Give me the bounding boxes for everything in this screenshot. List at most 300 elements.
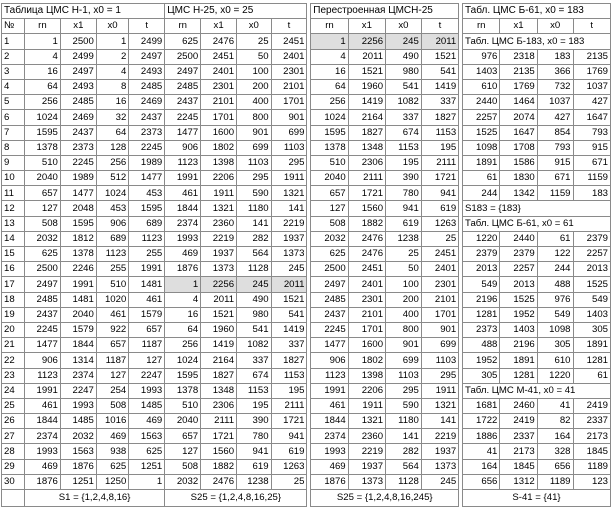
table-cell: 2437 — [165, 95, 201, 110]
table-cell: 2440 — [463, 95, 500, 110]
table-cell: 1128 — [237, 262, 272, 277]
title-table-b61: Табл. ЦМС Б-61, x0 = 183 — [463, 4, 611, 19]
table-cell: 4 — [24, 49, 60, 64]
table-cell: 1419 — [348, 95, 385, 110]
table-cell: 980 — [237, 307, 272, 322]
table-cell: 2074 — [500, 110, 537, 125]
table-cell: 2379 — [500, 247, 537, 262]
table-row — [2, 444, 611, 459]
table-cell: 305 — [537, 338, 573, 353]
table-cell: 619 — [386, 216, 422, 231]
table-cell: 625 — [129, 444, 165, 459]
table-cell: 689 — [129, 216, 165, 231]
table-row — [2, 429, 611, 444]
table-cell: 1103 — [237, 155, 272, 170]
table-cell: 295 — [237, 171, 272, 186]
table-cell: 2337 — [500, 429, 537, 444]
table-cell: 980 — [386, 64, 422, 79]
table-cell: 901 — [421, 322, 458, 337]
table-cell: 469 — [311, 459, 348, 474]
row-number: 21 — [2, 338, 25, 353]
table-cell: 1595 — [311, 125, 348, 140]
table-cell: 2032 — [311, 231, 348, 246]
column-header: x0 — [96, 19, 128, 34]
table-cell: 1876 — [165, 262, 201, 277]
table-cell: 2101 — [201, 95, 237, 110]
table-cell: 906 — [311, 353, 348, 368]
table-cell: 2476 — [348, 231, 385, 246]
table-cell: 1960 — [201, 322, 237, 337]
row-number: 12 — [2, 201, 25, 216]
table-cell: 2476 — [201, 474, 237, 489]
table-cell: 4 — [165, 292, 201, 307]
table-cell: 2013 — [500, 277, 537, 292]
table-row — [2, 110, 611, 125]
table-cell: 337 — [237, 353, 272, 368]
table-cell: 1398 — [201, 155, 237, 170]
table-row — [2, 338, 611, 353]
table-cell: 2374 — [311, 429, 348, 444]
table-cell: 541 — [271, 307, 307, 322]
table-cell: 141 — [386, 429, 422, 444]
table-cell: 1263 — [271, 459, 307, 474]
table-cell: 1020 — [96, 292, 128, 307]
table-cell: 256 — [311, 95, 348, 110]
table-cell: 2164 — [348, 110, 385, 125]
table-cell: 195 — [421, 140, 458, 155]
table-row — [2, 459, 611, 474]
table-cell: 337 — [421, 95, 458, 110]
table-cell: 2500 — [24, 262, 60, 277]
table-cell: 1373 — [201, 262, 237, 277]
table-cell: 625 — [165, 34, 201, 49]
table-cell: 699 — [421, 338, 458, 353]
table-cell: 1991 — [311, 383, 348, 398]
table-cell: 2497 — [165, 64, 201, 79]
table-cell: 1 — [24, 34, 60, 49]
table-cell: 564 — [386, 459, 422, 474]
table-cell: 1844 — [311, 414, 348, 429]
table-cell: 1321 — [421, 398, 458, 413]
table-cell: 2245 — [24, 322, 60, 337]
table-cell: 2301 — [201, 79, 237, 94]
table-cell: 1844 — [24, 414, 60, 429]
row-number: 2 — [2, 49, 25, 64]
table-cell: 141 — [237, 216, 272, 231]
table-cell: 2135 — [500, 64, 537, 79]
table-cell: 1721 — [421, 171, 458, 186]
table-cell: 2135 — [573, 49, 610, 64]
table-cell: 490 — [237, 292, 272, 307]
row-number: 11 — [2, 186, 25, 201]
table-cell: 100 — [237, 64, 272, 79]
table-cell: 619 — [421, 201, 458, 216]
table-cell: 245 — [271, 262, 307, 277]
table-cell: 1314 — [60, 353, 96, 368]
table-cell: 1485 — [60, 414, 96, 429]
table-cell: 657 — [96, 338, 128, 353]
table-cell: 1398 — [348, 368, 385, 383]
row-number: 16 — [2, 262, 25, 277]
table-cell: 1600 — [201, 125, 237, 140]
table-cell: 699 — [271, 125, 307, 140]
table-cell: 1403 — [573, 307, 610, 322]
footer-set-s41: S-41 = {41} — [463, 490, 611, 507]
table-row — [2, 95, 611, 110]
column-header: x0 — [386, 19, 422, 34]
table-cell: 1960 — [348, 79, 385, 94]
table-cell: 1373 — [421, 459, 458, 474]
table-cell: 1123 — [311, 368, 348, 383]
table-cell: 1952 — [500, 307, 537, 322]
table-cell: 1521 — [201, 307, 237, 322]
table-cell: 2 — [96, 49, 128, 64]
column-header: t — [421, 19, 458, 34]
table-cell: 1037 — [573, 79, 610, 94]
table-cell: 2493 — [129, 64, 165, 79]
table-cell: 1891 — [500, 353, 537, 368]
table-cell: 793 — [573, 125, 610, 140]
table-cell: 1891 — [463, 155, 500, 170]
table-cell: 2257 — [573, 247, 610, 262]
table-cell: 1016 — [96, 414, 128, 429]
table-cell: 2460 — [500, 398, 537, 413]
table-cell: 2247 — [129, 368, 165, 383]
table-cell: 2485 — [60, 95, 96, 110]
table-cell: 2032 — [60, 429, 96, 444]
table-cell: 366 — [537, 64, 573, 79]
table-cell: 2219 — [421, 429, 458, 444]
column-header: t — [271, 19, 307, 34]
table-cell: 1189 — [573, 459, 610, 474]
table-cell: 64 — [96, 125, 128, 140]
table-cell: 1827 — [201, 368, 237, 383]
table-cell: 1721 — [271, 414, 307, 429]
table-cell: 2011 — [348, 49, 385, 64]
table-row — [2, 383, 611, 398]
table-cell: 2497 — [129, 49, 165, 64]
table-cell: 1721 — [201, 429, 237, 444]
table-cell: 64 — [24, 79, 60, 94]
table-cell: 2219 — [348, 444, 385, 459]
table-cell: 906 — [165, 140, 201, 155]
table-cell: 1485 — [129, 398, 165, 413]
column-header: t — [129, 19, 165, 34]
table-cell: 16 — [96, 95, 128, 110]
column-header: x0 — [537, 19, 573, 34]
table-row — [2, 277, 611, 292]
table-row — [2, 155, 611, 170]
table-cell: 1082 — [386, 95, 422, 110]
table-cell: 656 — [537, 459, 573, 474]
table-cell: 255 — [96, 262, 128, 277]
table-cell: 2257 — [500, 262, 537, 277]
table-cell: 2419 — [573, 398, 610, 413]
table-cell: 1911 — [201, 186, 237, 201]
title-table-n1: Таблица ЦМС Н-1, x0 = 1 — [2, 4, 165, 19]
row-number: 9 — [2, 155, 25, 170]
table-cell: 1595 — [129, 201, 165, 216]
table-cell: 2497 — [24, 277, 60, 292]
table-cell: 976 — [463, 49, 500, 64]
table-cell: 469 — [24, 459, 60, 474]
table-cell: 689 — [96, 231, 128, 246]
table-cell: 2373 — [129, 125, 165, 140]
table-cell: 2040 — [60, 307, 96, 322]
table-cell: 461 — [129, 292, 165, 307]
table-cell: 2245 — [165, 110, 201, 125]
table-cell: 854 — [537, 125, 573, 140]
row-number: 30 — [2, 474, 25, 489]
table-cell: 127 — [311, 201, 348, 216]
table-cell: 1098 — [537, 322, 573, 337]
table-cell: 1579 — [129, 307, 165, 322]
table-cell: 1180 — [386, 414, 422, 429]
table-cell: 1989 — [60, 171, 96, 186]
table-cell: 2476 — [348, 247, 385, 262]
footer-set-s25: S25 = {1,2,4,8,16,25} — [165, 490, 307, 507]
table-cell: 1378 — [24, 140, 60, 155]
table-cell: 305 — [463, 368, 500, 383]
table-cell: 1830 — [500, 171, 537, 186]
table-cell: 2469 — [60, 110, 96, 125]
table-cell: 901 — [237, 125, 272, 140]
table-cell: 127 — [96, 368, 128, 383]
table-cell: 1525 — [500, 292, 537, 307]
table-cell: 1579 — [60, 322, 96, 337]
table-cell: 1647 — [500, 125, 537, 140]
table-cell: 941 — [421, 186, 458, 201]
table-cell: 488 — [463, 338, 500, 353]
table-row — [2, 186, 611, 201]
table-cell: 625 — [96, 459, 128, 474]
table-cell: 549 — [573, 292, 610, 307]
table-cell: 2497 — [311, 277, 348, 292]
row-number: 1 — [2, 34, 25, 49]
table-cell: 657 — [311, 186, 348, 201]
table-row — [2, 398, 611, 413]
table-cell: 938 — [96, 444, 128, 459]
table-cell: 2256 — [348, 34, 385, 49]
table-cell: 2173 — [573, 429, 610, 444]
table-cell: 2256 — [201, 277, 237, 292]
table-cell: 2485 — [311, 292, 348, 307]
table-cell: 1481 — [60, 292, 96, 307]
table-row — [2, 353, 611, 368]
table-cell: 1263 — [421, 216, 458, 231]
table-cell: 732 — [537, 79, 573, 94]
table-cell: 901 — [271, 110, 307, 125]
table-cell: 2173 — [500, 444, 537, 459]
table-cell: 1250 — [96, 474, 128, 489]
table-cell: 674 — [386, 125, 422, 140]
table-cell: 461 — [165, 186, 201, 201]
table-cell: 1238 — [237, 474, 272, 489]
table-cell: 183 — [537, 49, 573, 64]
table-cell: 195 — [237, 398, 272, 413]
table-cell: 2401 — [271, 49, 307, 64]
table-cell: 245 — [237, 277, 272, 292]
section-caption: Табл. ЦМС Б-183, x0 = 183 — [463, 34, 611, 49]
row-number: 13 — [2, 216, 25, 231]
table-cell: 2306 — [348, 155, 385, 170]
table-cell: 1701 — [421, 307, 458, 322]
table-cell: 1220 — [537, 368, 573, 383]
table-cell: 610 — [463, 79, 500, 94]
table-cell: 453 — [96, 201, 128, 216]
table-cell: 2245 — [60, 155, 96, 170]
table-row — [2, 201, 611, 216]
table-cell: 1159 — [537, 186, 573, 201]
row-number: 23 — [2, 368, 25, 383]
table-cell: 671 — [573, 155, 610, 170]
table-cell: 1180 — [237, 201, 272, 216]
table-cell: 590 — [237, 186, 272, 201]
table-row — [2, 49, 611, 64]
table-cell: 2247 — [60, 383, 96, 398]
table-cell: 400 — [386, 307, 422, 322]
table-cell: 1189 — [537, 474, 573, 489]
table-cell: 2301 — [348, 292, 385, 307]
table-cell: 906 — [24, 353, 60, 368]
table-cell: 1993 — [311, 444, 348, 459]
table-cell: 1123 — [96, 247, 128, 262]
table-cell: 1477 — [129, 171, 165, 186]
table-cell: 2219 — [201, 231, 237, 246]
table-cell: 4 — [311, 49, 348, 64]
table-cell: 625 — [24, 247, 60, 262]
table-cell: 1827 — [348, 125, 385, 140]
table-cell: 1937 — [271, 231, 307, 246]
table-cell: 41 — [463, 444, 500, 459]
table-cell: 2374 — [60, 368, 96, 383]
table-cell: 16 — [165, 307, 201, 322]
table-cell: 2111 — [271, 398, 307, 413]
table-cell: 2301 — [421, 277, 458, 292]
table-cell: 400 — [237, 95, 272, 110]
section-caption: S183 = {183} — [463, 201, 611, 216]
table-cell: 2245 — [129, 140, 165, 155]
column-header: rn — [311, 19, 348, 34]
table-cell: 2437 — [60, 125, 96, 140]
table-row — [2, 140, 611, 155]
table-cell: 61 — [537, 231, 573, 246]
row-number: 17 — [2, 277, 25, 292]
table-cell: 1891 — [573, 338, 610, 353]
table-cell: 2101 — [271, 79, 307, 94]
table-cell: 1989 — [129, 155, 165, 170]
column-header: rn — [24, 19, 60, 34]
table-row — [2, 216, 611, 231]
table-cell: 164 — [463, 459, 500, 474]
row-number: 14 — [2, 231, 25, 246]
table-cell: 8 — [96, 79, 128, 94]
table-cell: 1595 — [165, 368, 201, 383]
table-cell: 1187 — [96, 353, 128, 368]
table-cell: 1098 — [463, 140, 500, 155]
table-cell: 2440 — [500, 231, 537, 246]
column-header: x1 — [500, 19, 537, 34]
table-cell: 328 — [537, 444, 573, 459]
table-cell: 1937 — [201, 247, 237, 262]
table-cell: 1123 — [129, 231, 165, 246]
table-cell: 469 — [96, 429, 128, 444]
row-number: 19 — [2, 307, 25, 322]
table-cell: 490 — [386, 49, 422, 64]
table-cell: 541 — [237, 322, 272, 337]
table-cell: 1342 — [500, 186, 537, 201]
table-cell: 2451 — [201, 49, 237, 64]
table-cell: 1251 — [60, 474, 96, 489]
table-cell: 1477 — [24, 338, 60, 353]
table-cell: 541 — [421, 64, 458, 79]
table-cell: 1812 — [60, 231, 96, 246]
row-number: 4 — [2, 79, 25, 94]
table-cell: 2040 — [165, 414, 201, 429]
table-cell: 1708 — [500, 140, 537, 155]
table-cell: 1477 — [60, 186, 96, 201]
table-cell: 461 — [96, 307, 128, 322]
table-cell: 469 — [129, 414, 165, 429]
table-cell: 2245 — [311, 322, 348, 337]
table-cell: 1991 — [129, 262, 165, 277]
table-cell: 2499 — [129, 34, 165, 49]
table-cell: 390 — [237, 414, 272, 429]
table-cell: 2437 — [311, 307, 348, 322]
column-header: rn — [165, 19, 201, 34]
table-cell: 295 — [421, 368, 458, 383]
table-cell: 469 — [165, 247, 201, 262]
table-cell: 2011 — [271, 277, 307, 292]
table-cell: 255 — [129, 247, 165, 262]
table-cell: 657 — [129, 322, 165, 337]
table-cell: 25 — [237, 34, 272, 49]
table-cell: 1477 — [311, 338, 348, 353]
table-cell: 256 — [96, 155, 128, 170]
table-row — [2, 171, 611, 186]
table-cell: 2111 — [348, 171, 385, 186]
table-cell: 1153 — [237, 383, 272, 398]
table-cell: 2437 — [24, 307, 60, 322]
table-cell: 2374 — [165, 216, 201, 231]
table-cell: 1769 — [500, 79, 537, 94]
row-number: 3 — [2, 64, 25, 79]
table-cell: 200 — [237, 79, 272, 94]
table-cell: 64 — [311, 79, 348, 94]
table-cell: 195 — [271, 383, 307, 398]
table-row — [2, 307, 611, 322]
table-cell: 25 — [421, 231, 458, 246]
table-cell: 1024 — [24, 110, 60, 125]
table-cell: 2011 — [421, 34, 458, 49]
table-cell: 2013 — [573, 262, 610, 277]
row-number: 26 — [2, 414, 25, 429]
table-cell: 976 — [537, 292, 573, 307]
table-cell: 488 — [537, 277, 573, 292]
table-cell: 282 — [237, 231, 272, 246]
table-cell: 1403 — [463, 64, 500, 79]
table-cell: 1844 — [165, 201, 201, 216]
table-cell: 1701 — [348, 322, 385, 337]
row-number: 20 — [2, 322, 25, 337]
table-cell: 1 — [96, 34, 128, 49]
table-cell: 1312 — [500, 474, 537, 489]
table-cell: 41 — [537, 398, 573, 413]
table-cell: 127 — [165, 444, 201, 459]
table-cell: 1600 — [348, 338, 385, 353]
table-row — [2, 79, 611, 94]
table-cell: 657 — [24, 186, 60, 201]
